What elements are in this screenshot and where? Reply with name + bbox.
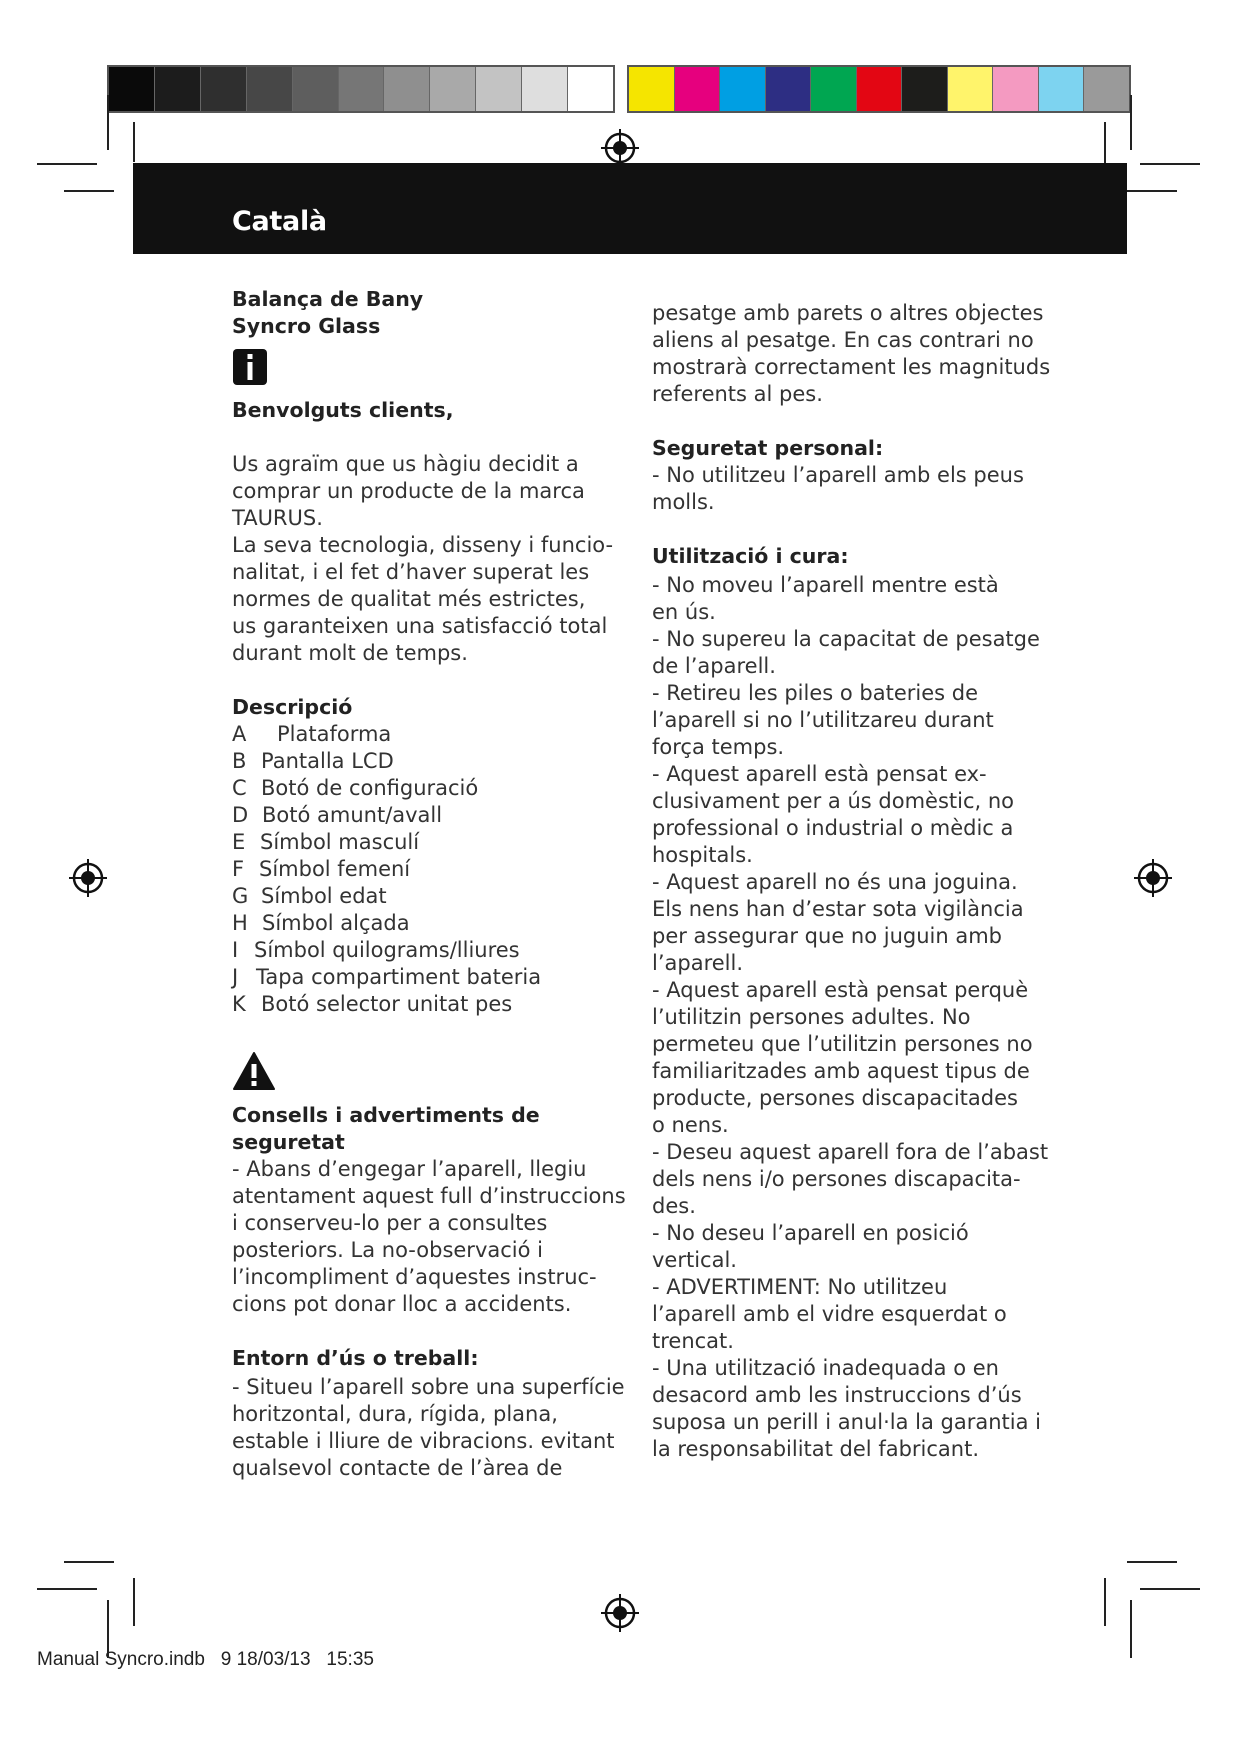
safety-paragraph: - Abans d’engegar l’aparell, llegiu atentament aquest full d’instruccions i conserveu-lo per a consultes posteriors. La no-observació i l’incompliment d’aquestes instruc- cions pot donar lloc a accidents. (232, 1157, 626, 1316)
color-swatch (629, 67, 674, 111)
use-and-care-heading: Utilització i cura: (652, 544, 849, 568)
list-item: F Símbol femení (232, 857, 411, 881)
crop-mark (1130, 95, 1132, 150)
color-swatch (246, 67, 292, 111)
crop-mark (1140, 163, 1200, 165)
list-item: C Botó de configuració (232, 776, 479, 800)
color-swatch (901, 67, 947, 111)
personal-safety-heading: Seguretat personal: (652, 436, 884, 460)
color-swatch (338, 67, 384, 111)
crop-mark (1104, 1578, 1106, 1626)
continuation-paragraph: pesatge amb parets o altres objectes aliens al pesatge. En cas contrari no mostrarà correctament les magnituds referents al pes. (652, 301, 1051, 406)
color-swatch (475, 67, 521, 111)
environment-paragraph: - Situeu l’aparell sobre una superfície horitzontal, dura, rígida, plana, estable i lliure de vibracions. evitant qualsevol contacte de l’àrea de (232, 1375, 625, 1480)
crop-mark (1127, 1561, 1177, 1563)
crop-mark (1140, 1588, 1200, 1590)
language-banner (133, 163, 1127, 254)
print-slug: Manual Syncro.indb 9 18/03/13 15:35 (37, 1649, 374, 1670)
crop-mark (133, 122, 135, 162)
crop-mark (64, 1561, 114, 1563)
color-swatch (1038, 67, 1084, 111)
color-swatch (154, 67, 200, 111)
color-swatch (674, 67, 720, 111)
crop-mark (37, 163, 97, 165)
registration-mark-icon (68, 858, 108, 898)
right-column (652, 300, 1052, 1463)
intro-paragraph: Us agraïm que us hàgiu decidit a comprar un producte de la marca TAURUS. La seva tecnologia, disseny i funcio- nalitat, i el fet d’haver superat les normes de qualitat més estrictes, us garanteixen una satisfacció total durant molt de temps. (232, 452, 614, 665)
list-item: B Pantalla LCD (232, 749, 394, 773)
color-swatch (521, 67, 567, 111)
personal-safety-paragraph: - No utilitzeu l’aparell amb els peus molls. (652, 463, 1024, 514)
color-swatch (200, 67, 246, 111)
registration-mark-icon (1133, 858, 1173, 898)
color-swatch (1083, 67, 1129, 111)
crop-mark (133, 1578, 135, 1626)
color-swatch (992, 67, 1038, 111)
info-icon (232, 348, 622, 393)
color-swatch (765, 67, 811, 111)
color-swatch (719, 67, 765, 111)
list-item: G Símbol edat (232, 884, 387, 908)
color-swatch (429, 67, 475, 111)
left-column (232, 286, 626, 1482)
list-item: I Símbol quilograms/lliures (232, 938, 520, 962)
list-item: J Tapa compartiment bateria (232, 965, 542, 989)
list-item: K Botó selector unitat pes (232, 992, 513, 1016)
crop-mark (37, 1588, 97, 1590)
product-model: Syncro Glass (232, 314, 381, 338)
color-swatch (109, 67, 154, 111)
product-title: Balança de Bany (232, 287, 424, 311)
color-calibration-bar (627, 65, 1131, 113)
color-swatch (810, 67, 856, 111)
environment-heading: Entorn d’ús o treball: (232, 1346, 479, 1370)
crop-mark (1127, 190, 1177, 192)
list-item: D Botó amunt/avall (232, 803, 443, 827)
color-swatch (292, 67, 338, 111)
crop-mark (107, 95, 109, 150)
crop-mark (1130, 1600, 1132, 1658)
description-list (232, 721, 622, 1018)
color-swatch (567, 67, 613, 111)
safety-heading: Consells i advertiments de seguretat (232, 1103, 540, 1154)
use-and-care-paragraph: - No moveu l’aparell mentre està en ús. - No supereu la capacitat de pesatge de l’aparell. - Retireu les piles o bateries de l’aparell si no l’utilitzareu durant força temps. - Aquest aparell està pensat ex- clusivament per a ús domèstic, no professional o industrial o mèdic a hospitals. - Aquest aparell no és una joguina. Els nens han d’estar sota vigilància per assegurar que no juguin amb l’aparell. - Aquest aparell està pensat perquè l’utilitzin persones adultes. No permeteu que l’utilitzin persones no familiaritzades amb aquest tipus de producte, persones discapacitades o nens. - Deseu aquest aparell fora de l’abast dels nens i/o persones discapacita- des. - No deseu l’aparell en posició vertical. - ADVERTIMENT: No utilitzeu l’aparell amb el vidre esquerdat o trencat. - Una utilització inadequada o en desacord amb les instruccions d’ús suposa un perill i anul·la la garantia i la responsabilitat del fabricant. (652, 573, 1049, 1461)
crop-mark (64, 190, 114, 192)
registration-mark-icon (600, 128, 640, 168)
color-swatch (947, 67, 993, 111)
list-item: A Plataforma (232, 722, 392, 746)
list-item: E Símbol masculí (232, 830, 420, 854)
warning-icon (232, 1051, 622, 1098)
language-title: Català (232, 206, 327, 237)
registration-mark-icon (600, 1593, 640, 1633)
color-swatch (856, 67, 902, 111)
list-item: H Símbol alçada (232, 911, 410, 935)
description-heading: Descripció (232, 695, 353, 719)
color-swatch (383, 67, 429, 111)
greeting: Benvolguts clients, (232, 398, 454, 422)
grayscale-calibration-bar (107, 65, 615, 113)
